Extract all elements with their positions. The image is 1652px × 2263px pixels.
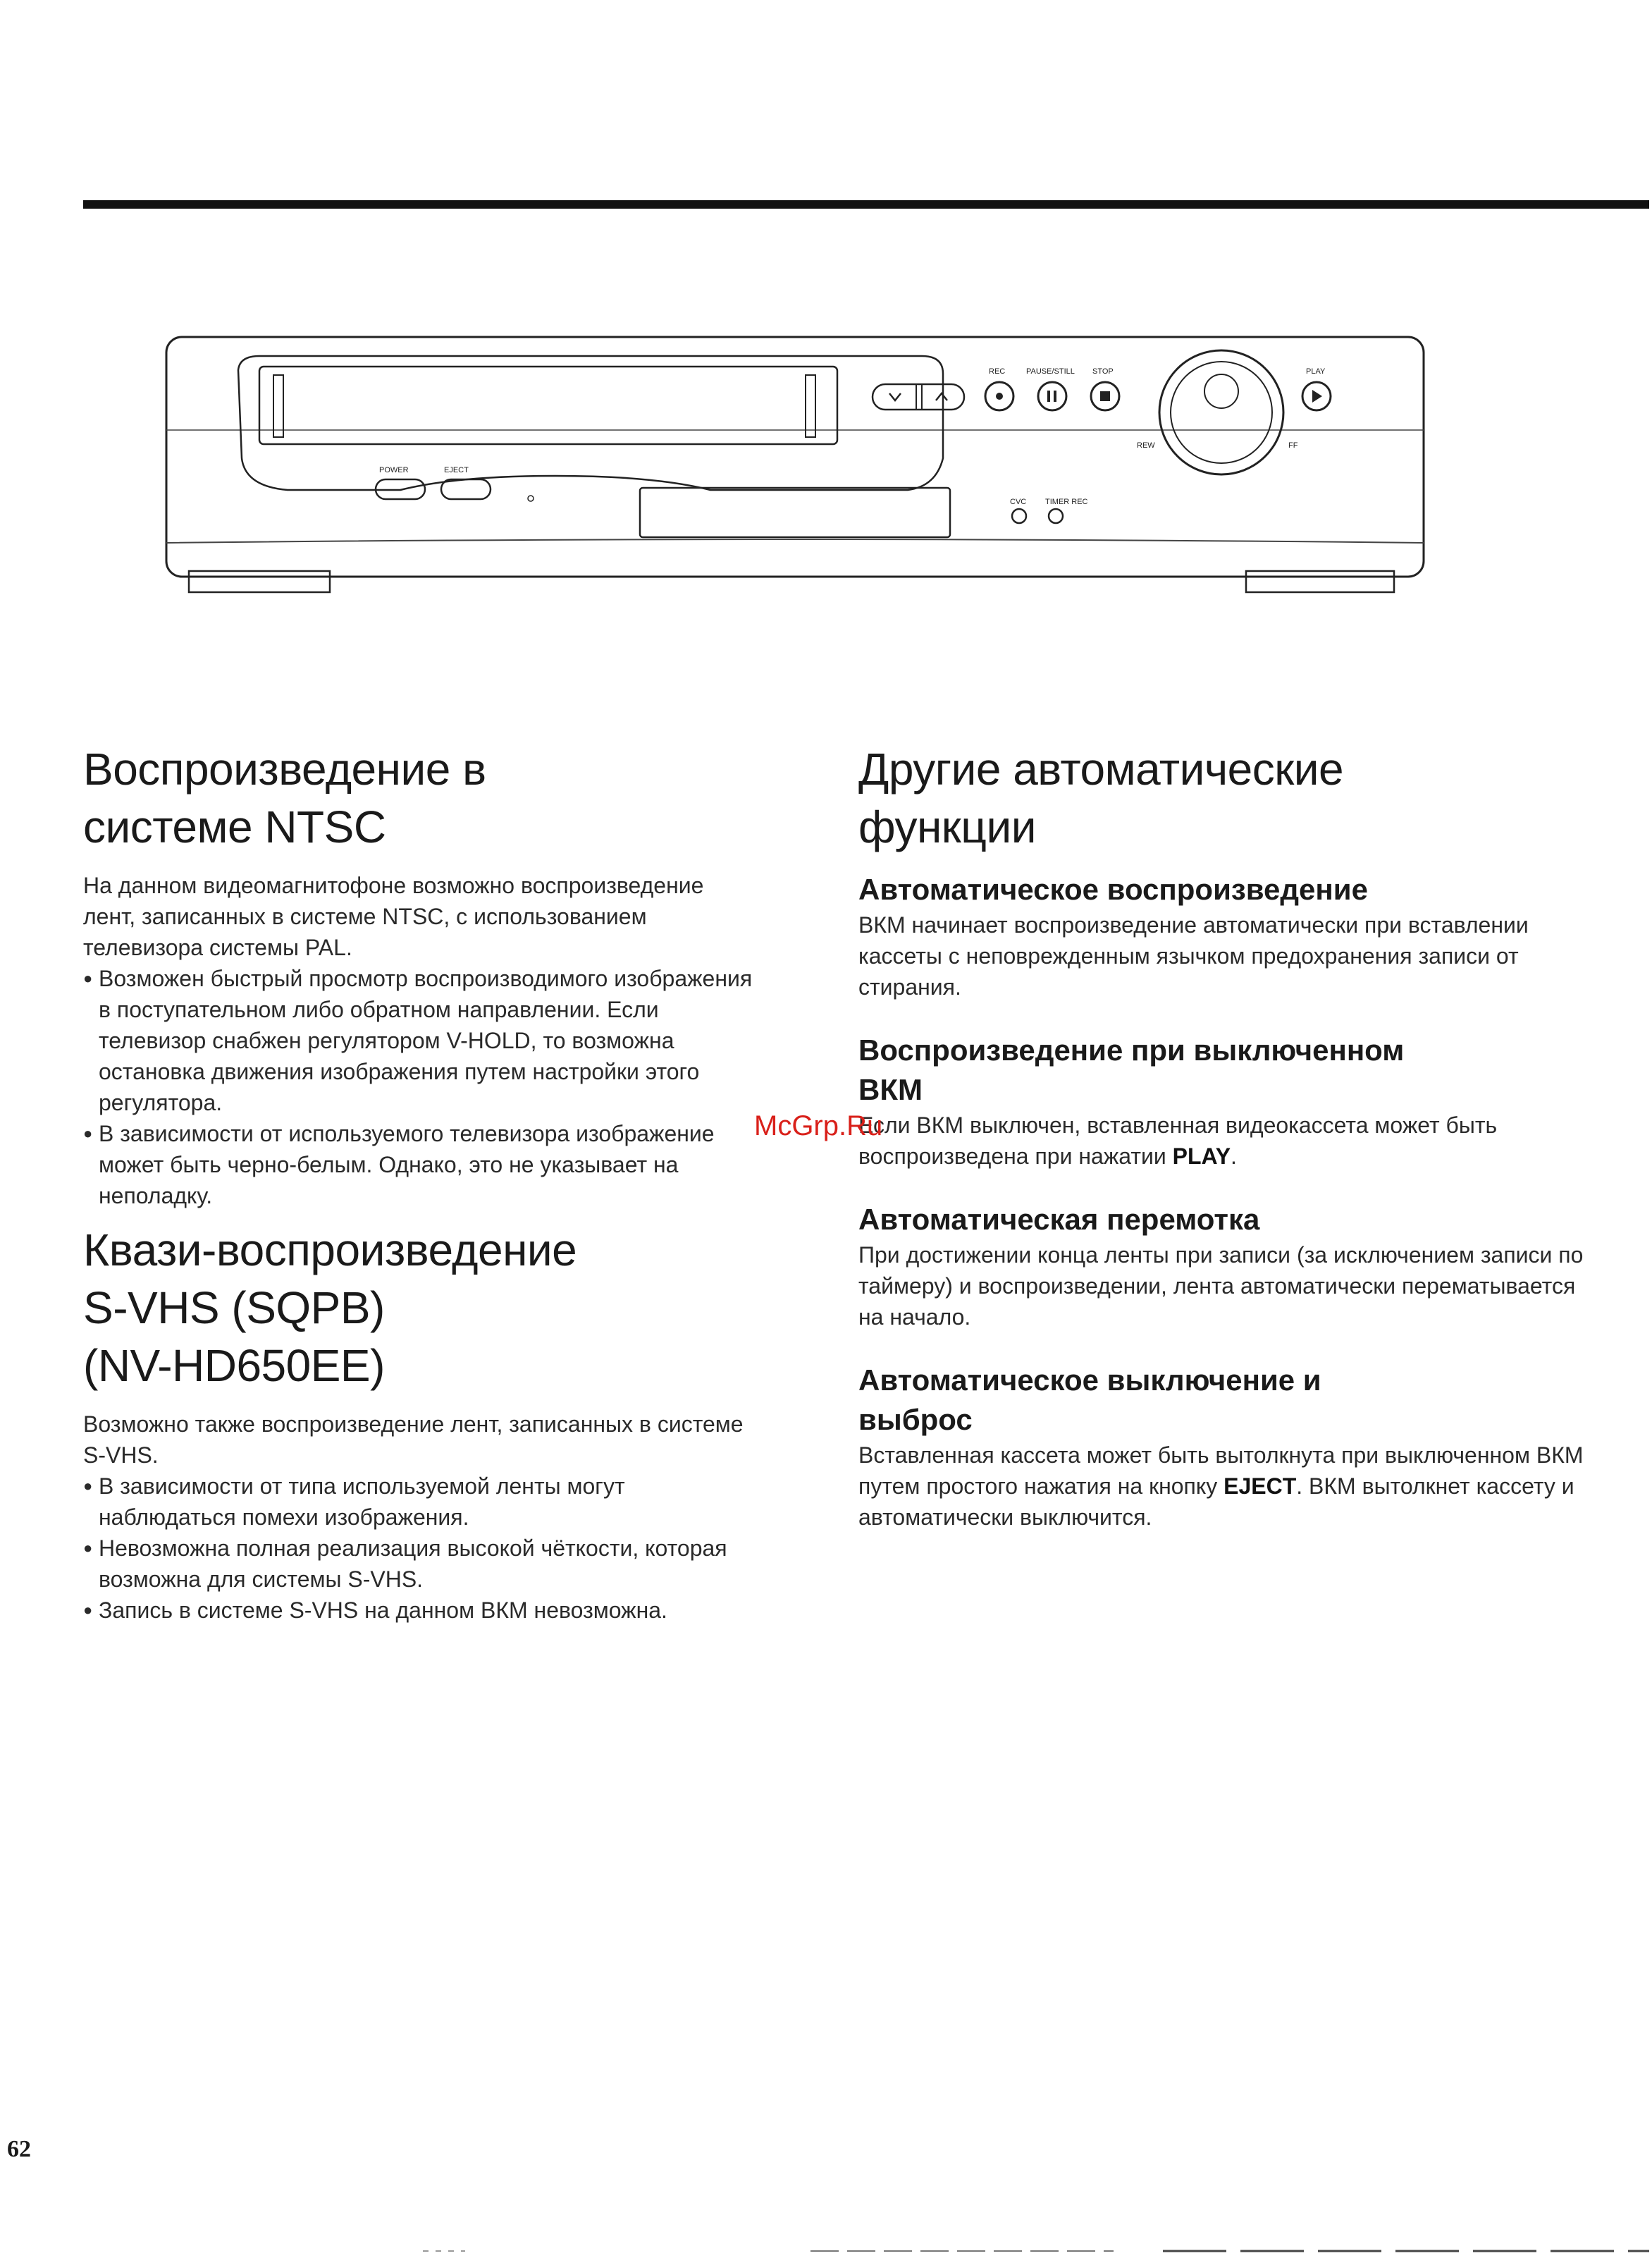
- left-column: [83, 740, 760, 1626]
- cvc-button[interactable]: [1010, 498, 1026, 523]
- power-button[interactable]: [376, 466, 425, 499]
- list-item: ● Возможен быстрый просмотр воспроизводимого изображения в поступательном либо обратном направлении. Если телевизор снабжен регулятором V-HOLD, то возможна остановка движения изображения путем настройки этого регулятора.: [83, 963, 760, 1118]
- ntsc-title: Воспроизведение в системе NTSC: [83, 744, 486, 852]
- vcr-drawing: [161, 331, 1429, 606]
- svg-text:PAUSE/STILL: PAUSE/STILL: [1026, 367, 1075, 376]
- svg-text:STOP: STOP: [1092, 367, 1114, 376]
- channel-buttons[interactable]: [873, 384, 964, 410]
- foot-right: [1246, 571, 1394, 592]
- svg-text:REC: REC: [989, 367, 1006, 376]
- list-item: ● В зависимости от типа используемой ленты могут наблюдаться помехи изображения.: [83, 1471, 760, 1533]
- cassette-slot: [259, 367, 837, 444]
- svg-text:TIMER REC: TIMER REC: [1045, 498, 1088, 506]
- auto-play-text: ВКМ начинает воспроизведение автоматически при вставлении кассеты с неповрежденным язычком предохранения записи от стирания.: [858, 912, 1529, 1000]
- top-rule: [83, 200, 1649, 209]
- auto-play-heading: Автоматическое воспроизведение: [858, 873, 1368, 906]
- play-off-text: Если ВКМ выключен, вставленная видеокассета может быть воспроизведена при нажатии PLAY.: [858, 1112, 1498, 1169]
- foot-left: [189, 571, 330, 592]
- right-column: [858, 740, 1584, 1533]
- rew-label: REW: [1137, 441, 1155, 450]
- auto-off-text: Вставленная кассета может быть вытолкнута при выключенном ВКМ путем простого нажатия на кнопку EJECT. ВКМ вытолкнет кассету и автоматически выключится.: [858, 1442, 1584, 1530]
- list-item: ● Невозможна полная реализация высокой чёткости, которая возможна для системы S-VHS.: [83, 1533, 760, 1595]
- svg-text:PLAY: PLAY: [1306, 367, 1326, 376]
- ntsc-intro: На данном видеомагнитофоне возможно воспроизведение лент, записанных в системе NTSC, с использованием телевизора системы PAL.: [83, 873, 704, 960]
- play-off-heading: Воспроизведение при выключенном ВКМ: [858, 1034, 1405, 1106]
- auto-rewind-heading: Автоматическая перемотка: [858, 1203, 1260, 1236]
- svg-text:EJECT: EJECT: [444, 466, 469, 474]
- pause-still-button[interactable]: [1026, 367, 1075, 410]
- chevron-down-icon: [889, 393, 901, 400]
- watermark: McGrp.Ru: [754, 1110, 883, 1141]
- auto-functions-title: Другие автоматические функции: [858, 744, 1344, 852]
- page-number: 62: [7, 2136, 31, 2162]
- bottom-scan-marks: [423, 2249, 1649, 2253]
- jog-dial[interactable]: [1137, 350, 1298, 474]
- sqpb-title: Квази-воспроизведение S-VHS (SQPB) (NV-HD650EE): [83, 1225, 577, 1391]
- ntsc-bullets: [83, 963, 760, 1211]
- auto-rewind-text: При достижении конца ленты при записи (за исключением записи по таймеру) и воспроизведении, лента автоматически перематывается на начало.: [858, 1242, 1584, 1330]
- ff-label: FF: [1288, 441, 1298, 450]
- eject-button[interactable]: [441, 466, 491, 499]
- list-item: ● Запись в системе S-VHS на данном ВКМ невозможна.: [83, 1595, 760, 1626]
- timer-rec-button[interactable]: [1045, 498, 1088, 523]
- play-button[interactable]: [1302, 367, 1331, 410]
- chevron-up-icon: [936, 393, 947, 400]
- sqpb-bullets: [83, 1471, 760, 1626]
- list-item: ● В зависимости от используемого телевизора изображение может быть черно-белым. Однако, это не указывает на неполадку.: [83, 1118, 760, 1211]
- stop-button[interactable]: [1091, 367, 1119, 410]
- vcr-front-panel-illustration: [161, 331, 1429, 606]
- rec-button[interactable]: [985, 367, 1013, 410]
- sqpb-intro: Возможно также воспроизведение лент, записанных в системе S-VHS.: [83, 1411, 744, 1468]
- svg-text:POWER: POWER: [379, 466, 409, 474]
- svg-text:CVC: CVC: [1010, 498, 1027, 506]
- auto-off-heading: Автоматическое выключение и выброс: [858, 1363, 1321, 1436]
- display-window: [640, 488, 950, 537]
